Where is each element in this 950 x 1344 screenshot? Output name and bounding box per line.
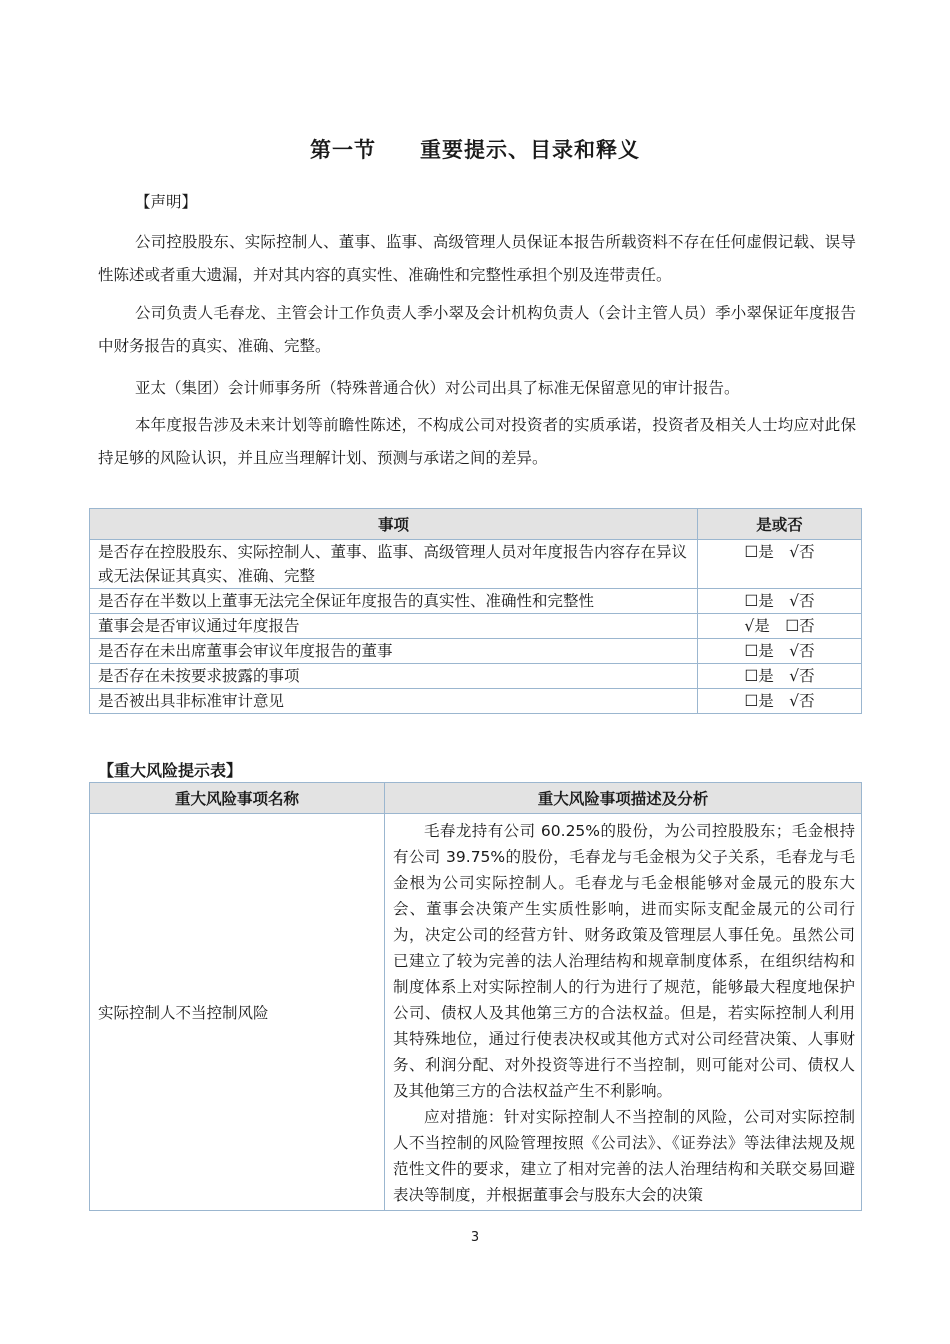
- matters-table: [89, 508, 862, 714]
- matter-item: 是否存在未出席董事会审议年度报告的董事: [90, 639, 698, 664]
- matter-answer: ☐是 √否: [698, 639, 862, 664]
- table-header-row: [90, 783, 862, 814]
- declaration-label: 【声明】: [135, 193, 198, 211]
- table-row: [90, 540, 862, 589]
- matter-answer: √是 ☐否: [698, 614, 862, 639]
- matter-answer: ☐是 √否: [698, 540, 862, 589]
- risk-description-analysis: 毛春龙持有公司 60.25%的股份，为公司控股股东；毛金根持有公司 39.75%的股份，毛春龙与毛金根为父子关系，毛春龙与毛金根为公司实际控制人。毛春龙与毛金根能够对金晟元的股东大会、董事会决策产生实质性影响，进而实际支配金晟元的公司行为，决定公司的经营方针、财务政策及管理层人事任免。虽然公司已建立了较为完善的法人治理结构和规章制度体系，在组织结构和制度体系上对实际控制人的行为进行了规范，能够最大程度地保护公司、债权人及其他第三方的合法权益。但是，若实际控制人利用其特殊地位，通过行使表决权或其他方式对公司经营决策、人事财务、利润分配、对外投资等进行不当控制，则可能对公司、债权人及其他第三方的合法权益产生不利影响。: [393, 822, 855, 1100]
- risk-description: [385, 814, 862, 1211]
- matter-item: 是否被出具非标准审计意见: [90, 689, 698, 714]
- table-row: [90, 614, 862, 639]
- page-number: 3: [470, 1230, 480, 1245]
- matter-answer: ☐是 √否: [698, 689, 862, 714]
- risk-description-countermeasures: 应对措施：针对实际控制人不当控制的风险，公司对实际控制人不当控制的风险管理按照《公司法》、《证券法》等法律法规及规范性文件的要求，建立了相对完善的法人治理结构和关联交易回避表决等制度，并根据董事会与股东大会的决策: [393, 1108, 855, 1204]
- table-row: [90, 589, 862, 614]
- column-header-risk-description: 重大风险事项描述及分析: [385, 783, 862, 814]
- paragraph-guarantee: 公司控股股东、实际控制人、董事、监事、高级管理人员保证本报告所载资料不存在任何虚假记载、误导性陈述或者重大遗漏，并对其内容的真实性、准确性和完整性承担个别及连带责任。: [98, 233, 856, 284]
- table-header-row: [90, 509, 862, 540]
- paragraph-audit-opinion: 亚太（集团）会计师事务所（特殊普通合伙）对公司出具了标准无保留意见的审计报告。: [135, 379, 740, 397]
- matter-answer: ☐是 √否: [698, 664, 862, 689]
- risk-name: 实际控制人不当控制风险: [90, 814, 385, 1211]
- risk-table-heading: 【重大风险提示表】: [98, 761, 243, 780]
- column-header-item: 事项: [90, 509, 698, 540]
- table-row: [90, 664, 862, 689]
- matter-item: 是否存在半数以上董事无法完全保证年度报告的真实性、准确性和完整性: [90, 589, 698, 614]
- matter-item: 董事会是否审议通过年度报告: [90, 614, 698, 639]
- table-row: [90, 689, 862, 714]
- table-row: [90, 639, 862, 664]
- column-header-yes-no: 是或否: [698, 509, 862, 540]
- section-title: 第一节 重要提示、目录和释义: [310, 138, 640, 162]
- paragraph-responsible-persons: 公司负责人毛春龙、主管会计工作负责人季小翠及会计机构负责人（会计主管人员）季小翠保证年度报告中财务报告的真实、准确、完整。: [98, 304, 856, 355]
- table-row: [90, 814, 862, 1211]
- column-header-risk-name: 重大风险事项名称: [90, 783, 385, 814]
- paragraph-forward-looking: 本年度报告涉及未来计划等前瞻性陈述，不构成公司对投资者的实质承诺，投资者及相关人士均应对此保持足够的风险认识，并且应当理解计划、预测与承诺之间的差异。: [98, 416, 856, 467]
- risk-table: [89, 782, 862, 1211]
- matter-answer: ☐是 √否: [698, 589, 862, 614]
- matter-item: 是否存在控股股东、实际控制人、董事、监事、高级管理人员对年度报告内容存在异议或无法保证其真实、准确、完整: [90, 540, 698, 589]
- matter-item: 是否存在未按要求披露的事项: [90, 664, 698, 689]
